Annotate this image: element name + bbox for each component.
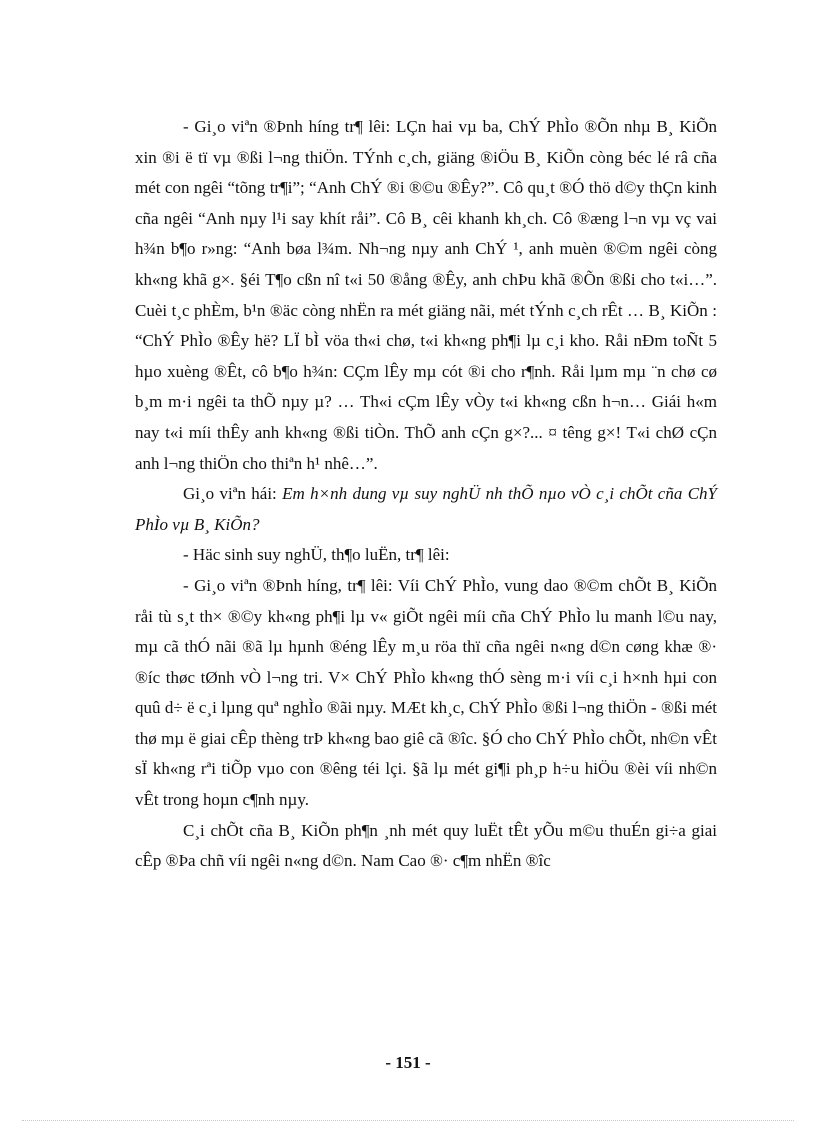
paragraph-teacher-guidance-1: - Gi¸o viªn ®Þnh híng tr¶ lêi: LÇn hai vµ ba, ChÝ PhÌo ®Õn nhµ B¸ KiÕn xin ®i ë tï vµ ®ßi l¬ng thiÖn. TÝnh c¸ch, giäng ®iÖu B¸ KiÕn còng béc lé râ cña mét con ngêi “tõng tr¶i”; “Anh ChÝ ®i ®©u ®Êy?”. Cô qu¸t ®Ó thö d©y thÇn kinh cña ngêi “Anh nµy l¹i say khít råi”. Cô B¸ cêi khanh kh¸ch. Cô ®æng l¬n vµ vç vai h¾n b¶o r»ng: “Anh bøa l¾m. Nh¬ng nµy anh ChÝ ¹, anh muèn ®©m ngêi còng kh«ng khã g×. §éi T¶o cßn nî t«i 50 ®ång ®Êy, anh chÞu khã ®Õn ®ßi cho t«i…”. Cuèi t¸c phÈm, b¹n ®äc còng nhËn ra mét giäng nãi, mét tÝnh c¸ch rÊt … B¸ KiÕn : “ChÝ PhÌo ®Êy hë? LÏ bÌ vöa th«i chø, t«i kh«ng ph¶i lµ c¸i kho. Råi nÐm toÑt 5 hµo xuèng ®Êt, cô b¶o h¾n: CÇm lÊy mµ cót ®i cho r¶nh. Råi lµm mµ ¨n chø cø b¸m m·i ngêi ta thÕ nµy µ? … Th«i cÇm lÊy vÒy t«i kh«ng cßn h¬n… Giái h«m nay t«i míi thÊy anh kh«ng ®ßi tiÒn. ThÕ anh cÇn g×?... ¤ têng g×! T«i chØ cÇn anh l¬ng thiÖn cho thiªn h¹ nhê…”. — [135, 117, 717, 473]
paragraph-teacher-guidance-2: - Gi¸o viªn ®Þnh híng, tr¶ lêi: Víi ChÝ PhÌo, vung dao ®©m chÕt B¸ KiÕn råi tù s¸t th× ®©y kh«ng ph¶i lµ v« giÕt ngêi míi cña ChÝ PhÌo lu manh l©u nay, mµ cã thÓ nãi ®ã lµ hµnh ®éng lÊy m¸u röa thï cña ngêi n«ng d©n cøng khæ ®· ®íc thøc tØnh vÒ l¬ng tri. V× ChÝ PhÌo kh«ng thÓ sèng m·i víi c¸i h×nh hµi con quû d÷ ë c¸i lµng quª nghÌo ®ãi nµy. MÆt kh¸c, ChÝ PhÌo ®ßi l¬ng thiÖn - ®ßi mét thø mµ ë giai cÊp thèng trÞ kh«ng bao giê cã ®îc. §Ó cho ChÝ PhÌo chÕt, nh©n vÊt sÏ kh«ng rªi tiÕp vµo con ®êng téi lçi. §ã lµ mét gi¶i ph¸p h÷u hiÖu ®èi víi nh©n vÊt trong hoµn c¶nh nµy. — [135, 575, 717, 810]
footer-divider — [22, 1120, 794, 1121]
teacher-asks-label: Gi¸o viªn hái: — [183, 484, 277, 504]
paragraph-teacher-question — [135, 479, 717, 540]
body-text — [135, 112, 717, 877]
paragraph-ba-kien-death: C¸i chÕt cña B¸ KiÕn ph¶n ¸nh mét quy luËt tÊt yÕu m©u thuÉn gi÷a giai cÊp ®Þa chñ víi ngêi n«ng d©n. Nam Cao ®· c¶m nhËn ®îc — [135, 820, 717, 871]
page-number: - 151 - — [385, 1053, 431, 1072]
question-text: Em h×nh dung vµ suy nghÜ nh thÕ nµo vÒ c¸i chÕt cña ChÝ PhÌo vµ B¸ KiÕn? — [135, 484, 717, 534]
paragraph-student-discussion: - Häc sinh suy nghÜ, th¶o luËn, tr¶ lêi: — [183, 545, 450, 565]
